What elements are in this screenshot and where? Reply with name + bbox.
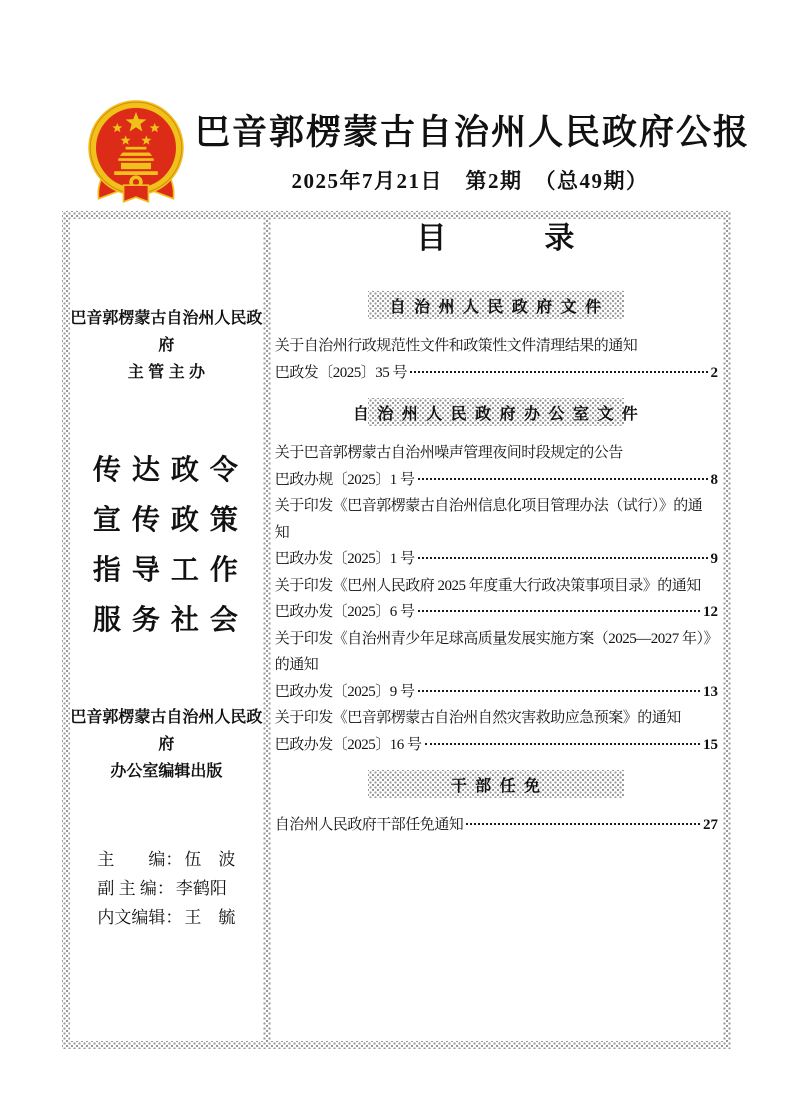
dot-leader: [410, 371, 708, 373]
editors-block: [70, 845, 263, 932]
dot-leader: [418, 478, 708, 480]
slogan-line: 传 达 政 令: [92, 455, 240, 486]
toc-entry-title: 关于巴音郭楞蒙古自治州噪声管理夜间时段规定的公告: [274, 445, 623, 461]
page-number: 15: [703, 736, 718, 753]
page-number: 9: [710, 551, 718, 567]
toc-entry-title: 关于印发《巴音郭楞蒙古自治州信息化项目管理办法（试行）》的通: [274, 498, 703, 514]
toc-entry: [275, 705, 718, 758]
slogan-block: [70, 446, 263, 646]
toc-entry: [275, 493, 718, 573]
doc-number: 巴政办发〔2025〕1 号: [274, 551, 415, 567]
toc-entry: [275, 812, 718, 839]
toc-entry-ref-row: [275, 546, 718, 573]
editor-name: 李鹤阳: [175, 879, 227, 898]
editor-row: [97, 845, 235, 874]
doc-number: 巴政办发〔2025〕16 号: [274, 736, 422, 753]
supervisor-block: [70, 305, 263, 386]
doc-number: 巴政办发〔2025〕6 号: [274, 604, 415, 620]
publisher-block: [70, 704, 263, 785]
supervisor-line-1: 巴音郭楞蒙古自治州人民政府: [70, 310, 263, 354]
doc-number: 巴政办规〔2025〕1 号: [274, 471, 415, 488]
issue-date-line: 2025年7月21日 第2期 （总49期）: [291, 169, 649, 193]
page-number: 2: [710, 364, 718, 381]
toc-entry-ref-row: [275, 467, 718, 494]
editor-role: 内文编辑：: [97, 908, 183, 927]
toc-entry-ref-row: [275, 360, 718, 387]
slogan-line: 服 务 社 会: [92, 605, 240, 636]
editor-name: 王 毓: [184, 908, 236, 927]
toc-entry: [275, 333, 718, 386]
left-panel: [70, 219, 263, 1041]
toc-panel: [271, 219, 723, 1041]
toc-entry-ref-row: [275, 812, 718, 839]
gazette-title: 巴音郭楞蒙古自治州人民政府公报: [195, 113, 751, 152]
toc-entry-title: 关于印发《自治州青少年足球高质量发展实施方案（2025—2027 年）》: [274, 630, 718, 647]
dot-leader: [425, 743, 701, 745]
dot-leader: [466, 823, 700, 825]
editor-role: 主 编：: [97, 850, 183, 869]
toc-entry-ref-row: [275, 599, 718, 626]
page-number: 13: [703, 683, 718, 700]
dot-leader: [418, 610, 701, 612]
dot-leader: [418, 690, 701, 692]
toc-entry-title: 关于自治州行政规范性文件和政策性文件清理结果的通知: [274, 338, 638, 354]
content-board: [62, 211, 731, 1049]
doc-number: 自治州人民政府干部任免通知: [274, 817, 464, 833]
dot-leader: [418, 557, 708, 559]
publisher-line-2: 办公室编辑出版: [110, 763, 223, 780]
editor-row: [97, 903, 235, 932]
supervisor-line-2: 主 管 主 办: [127, 364, 206, 381]
toc-entry-ref-row: [275, 679, 718, 706]
section-heading: 自 治 州 人 民 政 府 办 公 室 文 件: [368, 398, 624, 426]
slogan-line: 宣 传 政 策: [92, 505, 240, 536]
toc-entry-title: 关于印发《巴音郭楞蒙古自治州自然灾害救助应急预案》的通知: [274, 710, 681, 726]
editor-role: 副 主 编：: [97, 879, 174, 898]
slogan-line: 指 导 工 作: [92, 555, 240, 586]
toc-entry-ref-row: [275, 732, 718, 759]
masthead: [0, 0, 790, 211]
toc-entry-title: 关于印发《巴州人民政府 2025 年度重大行政决策事项目录》的通知: [274, 577, 701, 594]
toc-entry: [275, 573, 718, 626]
section-heading: 干 部 任 免: [368, 770, 624, 798]
editor-row: [97, 874, 235, 903]
toc-entry: [275, 626, 718, 706]
national-emblem-icon: [84, 98, 188, 206]
page-number: 8: [710, 471, 718, 488]
toc-entry: [275, 440, 718, 493]
publisher-line-1: 巴音郭楞蒙古自治州人民政府: [70, 709, 263, 753]
toc-title: 目 录: [416, 222, 577, 255]
page-number: 12: [703, 604, 718, 620]
section-heading: 自 治 州 人 民 政 府 文 件: [368, 291, 624, 319]
toc-entry-title: 知: [274, 524, 290, 541]
page-number: 27: [703, 817, 718, 833]
doc-number: 巴政发〔2025〕35 号: [274, 364, 407, 381]
doc-number: 巴政办发〔2025〕9 号: [274, 683, 415, 700]
editor-name: 伍 波: [184, 850, 236, 869]
toc-entry-title: 的通知: [274, 657, 319, 673]
